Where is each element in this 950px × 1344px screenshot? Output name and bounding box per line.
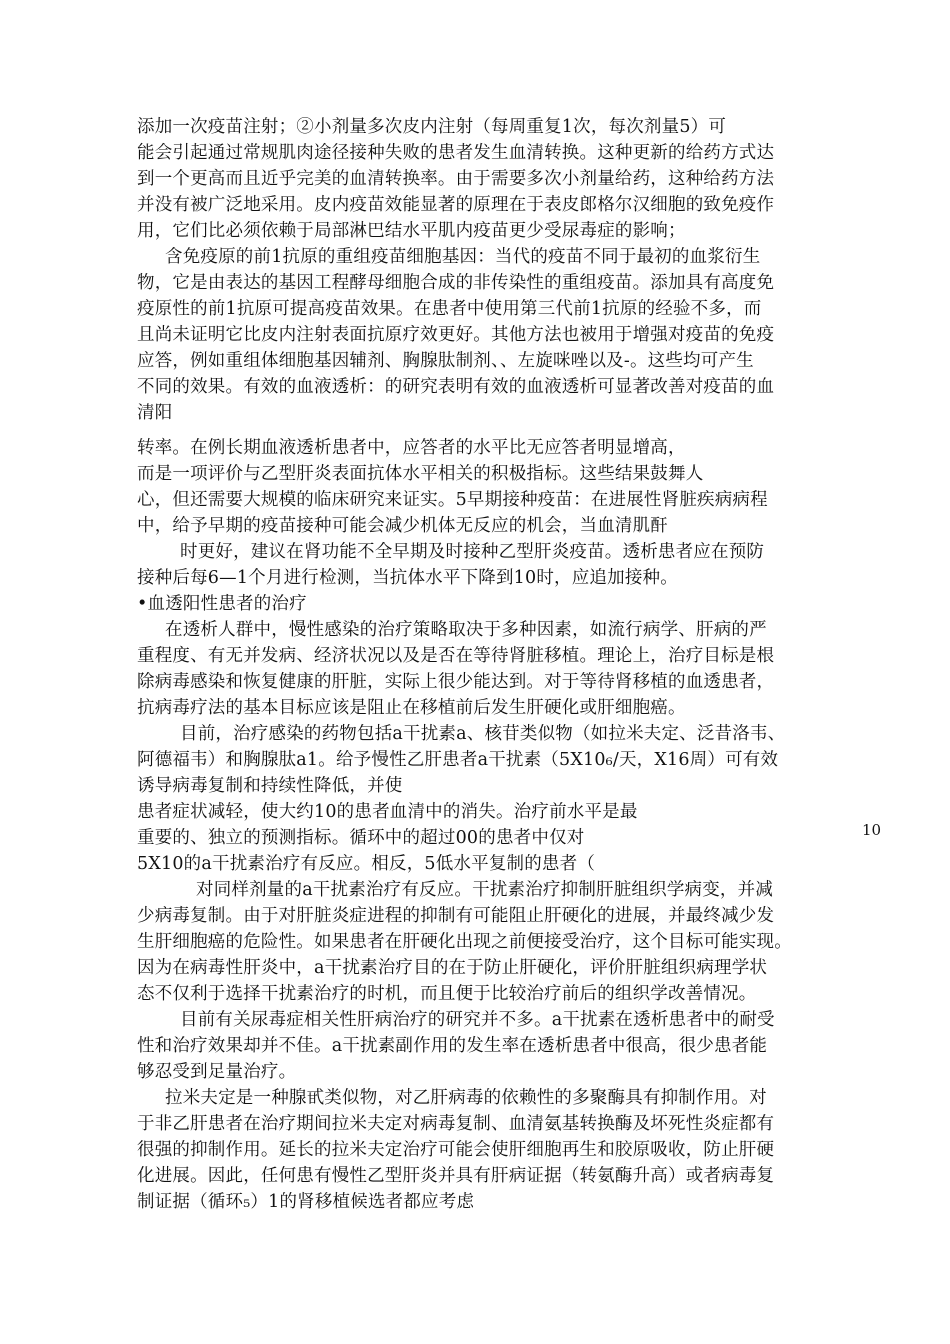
text-line: 生肝细胞癌的危险性。如果患者在肝硬化出现之前便接受治疗，这个目标可能实现。 [137, 932, 792, 952]
text-line: 很强的抑制作用。延长的拉米夫定治疗可能会使肝细胞再生和胶原吸收，防止肝硬 [137, 1140, 775, 1160]
text-line: 少病毒复制。由于对肝脏炎症进程的抑制有可能阻止肝硬化的进展，并最终减少发 [137, 906, 775, 926]
text-line: 对同样剂量的a干扰素治疗有反应。干扰素治疗抑制肝脏组织学病变，并减 [196, 880, 774, 900]
text-line: 添加一次疫苗注射；②小剂量多次皮内注射（每周重复1次，每次剂量5）可 [137, 117, 727, 137]
text-line: 且尚未证明它比皮内注射表面抗原疗效更好。其他方法也被用于增强对疫苗的免疫 [137, 325, 775, 345]
text-line: 重要的、独立的预测指标。循环中的超过00的患者中仅对 [137, 828, 585, 848]
text-line: 性和治疗效果却并不佳。a干扰素副作用的发生率在透析患者中很高，很少患者能 [137, 1036, 768, 1056]
text-line: 除病毒感染和恢复健康的肝脏，实际上很少能达到。对于等待肾移植的血透患者， [137, 672, 775, 692]
text-line: 在透析人群中，慢性感染的治疗策略取决于多种因素，如流行病学、肝病的严 [165, 620, 767, 640]
text-line: 目前，治疗感染的药物包括a干扰素a、核苷类似物（如拉米夫定、泛昔洛韦、 [180, 724, 786, 744]
text-line: 接种后每6—1个月进行检测，当抗体水平下降到10时，应追加接种。 [137, 568, 678, 588]
text-line: 含免疫原的前1抗原的重组疫苗细胞基因：当代的疫苗不同于最初的血浆衍生 [165, 247, 761, 267]
text-line: 化进展。因此，任何患有慢性乙型肝炎并具有肝病证据（转氨酶升高）或者病毒复 [137, 1166, 775, 1186]
text-line: 而是一项评价与乙型肝炎表面抗体水平相关的积极指标。这些结果鼓舞人 [137, 464, 704, 484]
text-line: 能会引起通过常规肌肉途径接种失败的患者发生血清转换。这种更新的给药方式达 [137, 143, 775, 163]
text-line: 态不仅利于选择干扰素治疗的时机，而且便于比较治疗前后的组织学改善情况。 [137, 984, 757, 1004]
text-line: 诱导病毒复制和持续性降低，并使 [137, 776, 403, 796]
text-line: 因为在病毒性肝炎中，a干扰素治疗目的在于防止肝硬化，评价肝脏组织病理学状 [137, 958, 768, 978]
text-line: 患者症状减轻，使大约10的患者血清中的消失。治疗前水平是最 [137, 802, 638, 822]
page-number: 10 [862, 821, 882, 839]
text-line: 中，给予早期的疫苗接种可能会减少机体无反应的机会，当血清肌酐 [137, 516, 668, 536]
text-line: 拉米夫定是一种腺甙类似物，对乙肝病毒的依赖性的多聚酶具有抑制作用。对 [165, 1088, 767, 1108]
text-line: 时更好，建议在肾功能不全早期及时接种乙型肝炎疫苗。透析患者应在预防 [180, 542, 765, 562]
text-line: 物，它是由表达的基因工程酵母细胞合成的非传染性的重组疫苗。添加具有高度免 [137, 273, 775, 293]
text-line: 到一个更高而且近乎完美的血清转换率。由于需要多次小剂量给药，这种给药方法 [137, 169, 775, 189]
text-line: 用，它们比必须依赖于局部淋巴结水平肌内疫苗更少受尿毒症的影响； [137, 221, 686, 241]
text-line: 不同的效果。有效的血液透析：的研究表明有效的血液透析可显著改善对疫苗的血 [137, 377, 775, 397]
text-line: 疫原性的前1抗原可提高疫苗效果。在患者中使用第三代前1抗原的经验不多，而 [137, 299, 762, 319]
text-line: 阿德福韦）和胸腺肽a1。给予慢性乙肝患者a干扰素（5X10₆/天，X16周）可有效 [137, 750, 779, 770]
text-line: 制证据（循环₅）1的肾移植候选者都应考虑 [137, 1192, 475, 1212]
section-heading: •血透阳性患者的治疗 [137, 594, 307, 614]
text-line: 转率。在例长期血液透析患者中，应答者的水平比无应答者明显增高， [137, 438, 686, 458]
text-line: 5X10的a干扰素治疗有反应。相反，5低水平复制的患者（ [137, 854, 596, 874]
text-line: 重程度、有无并发病、经济状况以及是否在等待肾脏移植。理论上，治疗目标是根 [137, 646, 775, 666]
text-line: 并没有被广泛地采用。皮内疫苗效能显著的原理在于表皮郎格尔汉细胞的致免疫作 [137, 195, 775, 215]
text-line: 抗病毒疗法的基本目标应该是阻止在移植前后发生肝硬化或肝细胞癌。 [137, 698, 686, 718]
text-line: 心，但还需要大规模的临床研究来证实。5早期接种疫苗：在进展性肾脏疾病病程 [137, 490, 768, 510]
text-line: 于非乙肝患者在治疗期间拉米夫定对病毒复制、血清氨基转换酶及坏死性炎症都有 [137, 1114, 775, 1134]
text-line: 清阳 [137, 403, 173, 423]
text-line: 目前有关尿毒症相关性肝病治疗的研究并不多。a干扰素在透析患者中的耐受 [180, 1010, 775, 1030]
text-line: 够忍受到足量治疗。 [137, 1062, 297, 1082]
text-line: 应答，例如重组体细胞基因辅剂、胸腺肽制剂、、左旋咪唑以及-。这些均可产生 [137, 351, 754, 371]
